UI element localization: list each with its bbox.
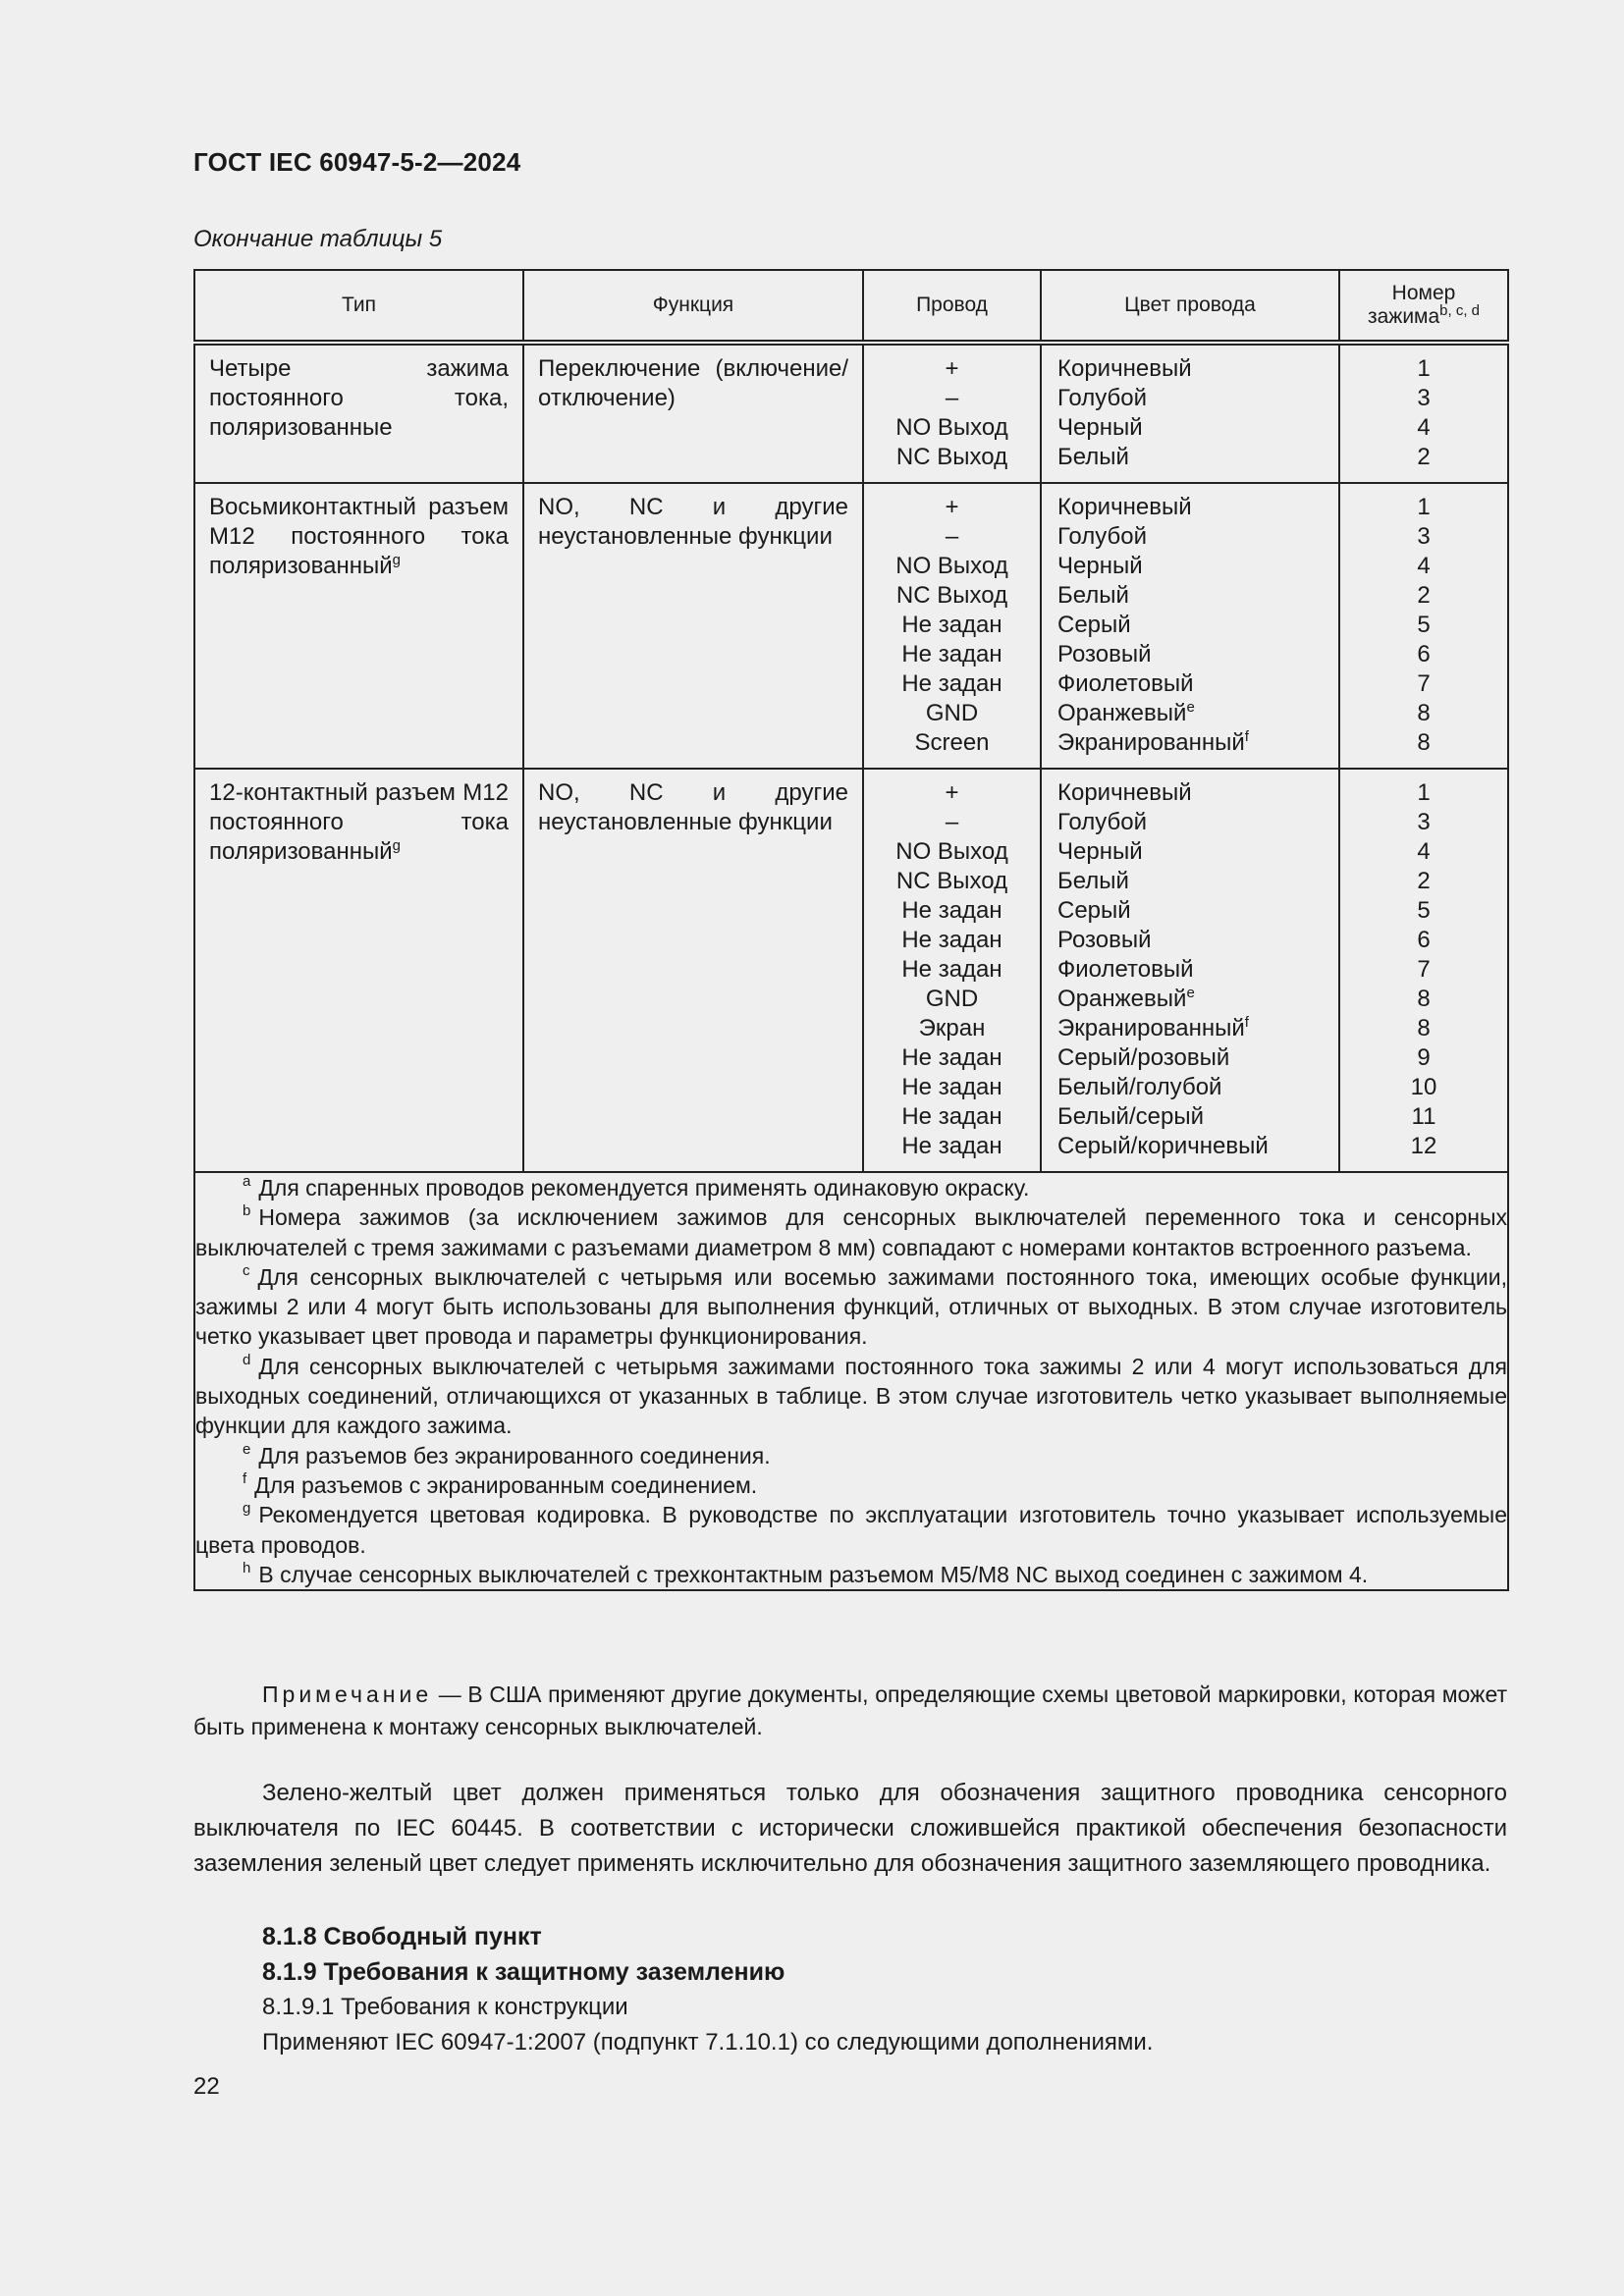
color-footnote-mark: f	[1244, 1014, 1249, 1031]
wire-color	[1057, 384, 1325, 413]
wire-color	[1057, 493, 1325, 522]
wire-value: GND	[925, 986, 979, 1012]
section-8-1-9: 8.1.9 Требования к защитному заземлению	[262, 1958, 785, 1986]
footnote-text: Для спаренных проводов рекомендуется применять одинаковую окраску.	[258, 1175, 1030, 1201]
terminal-number: 1	[1417, 355, 1431, 382]
column-header-color: Цвет провода	[1041, 270, 1339, 343]
table-footnote	[195, 1560, 1507, 1589]
terminal-number: 2	[1417, 444, 1431, 470]
color-cell	[1041, 483, 1339, 769]
footnote-text: В случае сенсорных выключателей с трехконтактным разъемом M5/M8 NC выход соединен с зажимом 4.	[258, 1561, 1369, 1587]
wire-color	[1057, 926, 1325, 955]
wire-color-text: Розовый	[1057, 927, 1152, 953]
table-note	[193, 1679, 1507, 1743]
wire-color	[1057, 413, 1325, 443]
terminal-number: 8	[1417, 729, 1431, 756]
wire-color-text: Оранжевый	[1057, 700, 1187, 726]
color-cell	[1041, 343, 1339, 483]
wire-color	[1057, 728, 1325, 758]
wire-color-text: Серый/коричневый	[1057, 1133, 1269, 1159]
type-cell	[194, 343, 523, 483]
footnote-mark: c	[243, 1261, 250, 1279]
wire-cell	[863, 483, 1041, 769]
wire-value: Не задан	[901, 1074, 1002, 1100]
table-footnote	[195, 1202, 1507, 1262]
footnote-mark: a	[243, 1173, 251, 1190]
wire-color	[1057, 896, 1325, 926]
color-footnote-mark: e	[1186, 985, 1195, 1001]
terminal-number: 9	[1417, 1044, 1431, 1071]
function-text: Переключение (включение/отключение)	[538, 355, 848, 411]
wire-color-text: Коричневый	[1057, 494, 1192, 520]
table-body	[194, 343, 1508, 1172]
footnote-mark: d	[243, 1351, 251, 1368]
body-paragraph: Зелено-желтый цвет должен применяться только для обозначения защитного проводника сенсорного выключателя по IEC 60445. В соответствии с исторически сложившейся практикой обеспечения безопасности заземления зеленый цвет следует применять исключительно для обозначения защитного заземляющего проводника.	[193, 1780, 1507, 1877]
wire-color	[1057, 1132, 1325, 1161]
wire-color-text: Белый/голубой	[1057, 1074, 1222, 1100]
wire-color	[1057, 640, 1325, 669]
footnote-mark: f	[243, 1469, 247, 1487]
wire-color	[1057, 611, 1325, 640]
wire-value: Не задан	[901, 897, 1002, 924]
wire-value: NC Выход	[895, 444, 1008, 470]
footnote-mark: e	[243, 1440, 251, 1458]
color-cell	[1041, 769, 1339, 1172]
terminal-number: 3	[1417, 385, 1431, 411]
footnote-text: Для сенсорных выключателей с четырьмя зажимами постоянного тока зажимы 2 или 4 могут использоваться для выходных соединений, отличающихся от указанных в таблице. В этом случае изготовитель четко указывает выполняемые функции для каждого зажима.	[195, 1353, 1507, 1439]
terminal-number: 8	[1417, 700, 1431, 726]
table-row	[194, 769, 1508, 1172]
wire-color-text: Фиолетовый	[1057, 670, 1194, 697]
wire-color-text: Коричневый	[1057, 779, 1192, 806]
function-text: NO, NC и другие неустановленные функции	[538, 494, 848, 550]
wire-value: NO Выход	[895, 838, 1008, 865]
note-label: Примечание	[262, 1682, 433, 1707]
table-footnote	[195, 1352, 1507, 1441]
table-footnote	[195, 1173, 1507, 1202]
color-footnote-mark: e	[1186, 699, 1195, 716]
footnote-text: Для разъемов без экранированного соединения.	[258, 1442, 771, 1468]
wire-color-text: Черный	[1057, 838, 1143, 865]
wire-value: Не задан	[901, 956, 1002, 983]
terminal-number: 3	[1417, 809, 1431, 835]
column-header-type: Тип	[194, 270, 523, 343]
terminal-number: 11	[1411, 1103, 1436, 1130]
footnotes-row	[194, 1172, 1508, 1590]
wire-color-text: Голубой	[1057, 385, 1147, 411]
terminal-number: 5	[1417, 612, 1431, 638]
wire-cell	[863, 769, 1041, 1172]
wire-value: +	[945, 355, 959, 382]
wire-color-text: Серый	[1057, 897, 1131, 924]
wire-value: –	[945, 385, 959, 411]
table-footnote	[195, 1441, 1507, 1470]
note-text: — В США применяют другие документы, определяющие схемы цветовой маркировки, которая может быть применена к монтажу сенсорных выключателей.	[193, 1682, 1507, 1739]
wire-color	[1057, 581, 1325, 611]
footnote-mark: h	[243, 1559, 251, 1576]
terminal-number-cell	[1339, 769, 1508, 1172]
wire-cell	[863, 343, 1041, 483]
wire-value: NC Выход	[895, 582, 1008, 609]
table-header-row	[194, 270, 1508, 343]
footnote-text: Для разъемов с экранированным соединением.	[254, 1471, 758, 1498]
wire-color	[1057, 955, 1325, 985]
wire-color	[1057, 1014, 1325, 1043]
function-cell	[523, 343, 863, 483]
table-footnote	[195, 1500, 1507, 1560]
wire-color	[1057, 1073, 1325, 1102]
column-header-function: Функция	[523, 270, 863, 343]
wire-value: +	[945, 779, 959, 806]
wire-color	[1057, 837, 1325, 867]
table-row	[194, 343, 1508, 483]
wire-value: Screen	[914, 729, 990, 756]
terminal-number: 4	[1417, 414, 1431, 441]
terminal-number: 4	[1417, 838, 1431, 865]
section-8-1-9-1: 8.1.9.1 Требования к конструкции	[262, 1994, 628, 2020]
wire-value: Не задан	[901, 1044, 1002, 1071]
applied-statement: Применяют IEC 60947-1:2007 (подпункт 7.1.10.1) со следующими дополнениями.	[262, 2029, 1154, 2056]
wire-color-text: Черный	[1057, 414, 1143, 441]
terminal-number: 1	[1417, 494, 1431, 520]
wire-color	[1057, 699, 1325, 728]
wire-color	[1057, 552, 1325, 581]
wire-color	[1057, 1043, 1325, 1073]
terminal-number: 6	[1417, 641, 1431, 667]
terminal-number-cell	[1339, 483, 1508, 769]
wire-color-text: Экранированный	[1057, 1015, 1245, 1041]
wire-value: Не задан	[901, 670, 1002, 697]
wire-value: +	[945, 494, 959, 520]
footnote-text: Для сенсорных выключателей с четырьмя или восемью зажимами постоянного тока, имеющих особые функции, зажимы 2 или 4 могут быть использованы для выполнения функций, отличных от выходных. В этом случае изготовитель четко указывает цвет провода и параметры функционирования.	[195, 1263, 1507, 1350]
wire-color-text: Серый	[1057, 612, 1131, 638]
column-header-number-line2: зажима	[1367, 305, 1440, 328]
column-header-wire: Провод	[863, 270, 1041, 343]
wire-value: Экран	[918, 1015, 986, 1041]
wire-value: Не задан	[901, 927, 1002, 953]
type-text: 12-контактный разъем M12 постоянного тока поляризованный	[209, 779, 509, 865]
wire-color	[1057, 867, 1325, 896]
type-cell	[194, 483, 523, 769]
document-title: ГОСТ IEC 60947-5-2—2024	[193, 147, 521, 177]
terminal-number: 1	[1417, 779, 1431, 806]
column-header-number-line1: Номер	[1391, 282, 1456, 304]
wire-color-table	[193, 269, 1509, 1591]
wire-value: Не задан	[901, 612, 1002, 638]
wire-value: NC Выход	[895, 868, 1008, 894]
wire-color-text: Голубой	[1057, 809, 1147, 835]
wire-color-text: Фиолетовый	[1057, 956, 1194, 983]
terminal-number: 6	[1417, 927, 1431, 953]
wire-color-text: Экранированный	[1057, 729, 1245, 756]
table-footnote	[195, 1470, 1507, 1500]
terminal-number: 2	[1417, 582, 1431, 609]
terminal-number: 3	[1417, 523, 1431, 550]
table-caption: Окончание таблицы 5	[193, 226, 443, 252]
terminal-number: 10	[1410, 1074, 1437, 1100]
wire-color-text: Белый	[1057, 868, 1129, 894]
terminal-number-cell	[1339, 343, 1508, 483]
color-footnote-mark: f	[1244, 728, 1249, 745]
terminal-number: 8	[1417, 1015, 1431, 1041]
type-cell	[194, 769, 523, 1172]
terminal-number: 7	[1417, 956, 1431, 983]
type-footnote-mark: g	[392, 552, 401, 568]
function-cell	[523, 769, 863, 1172]
type-footnote-mark: g	[392, 837, 401, 854]
function-text: NO, NC и другие неустановленные функции	[538, 779, 848, 835]
wire-color-text: Голубой	[1057, 523, 1147, 550]
wire-value: –	[945, 809, 959, 835]
table-row	[194, 483, 1508, 769]
wire-color	[1057, 1102, 1325, 1132]
footnote-text: Номера зажимов (за исключением зажимов для сенсорных выключателей переменного тока и сенсорных выключателей с тремя зажимами с разъемами диаметром 8 мм) совпадают с номерами контактов встроенного разъема.	[195, 1204, 1507, 1260]
wire-color	[1057, 522, 1325, 552]
footnote-mark: g	[243, 1500, 251, 1518]
function-cell	[523, 483, 863, 769]
wire-color	[1057, 778, 1325, 808]
wire-value: Не задан	[901, 1103, 1002, 1130]
type-text: Четыре зажима постоянного тока, поляризованные	[209, 355, 509, 441]
wire-color	[1057, 443, 1325, 472]
terminal-number: 7	[1417, 670, 1431, 697]
terminal-number: 12	[1410, 1133, 1437, 1159]
terminal-number: 2	[1417, 868, 1431, 894]
footnotes-cell	[194, 1172, 1508, 1590]
wire-value: GND	[925, 700, 979, 726]
wire-value: NO Выход	[895, 553, 1008, 579]
column-header-number	[1339, 270, 1508, 343]
terminal-number: 4	[1417, 553, 1431, 579]
footnote-text: Рекомендуется цветовая кодировка. В руководстве по эксплуатации изготовитель точно указывает используемые цвета проводов.	[195, 1502, 1507, 1558]
wire-value: Не задан	[901, 1133, 1002, 1159]
page-number: 22	[193, 2073, 220, 2100]
column-header-number-sup: b, c, d	[1439, 302, 1481, 319]
wire-color-text: Белый	[1057, 444, 1129, 470]
footnote-mark: b	[243, 1202, 251, 1220]
wire-value: Не задан	[901, 641, 1002, 667]
wire-value: NO Выход	[895, 414, 1008, 441]
terminal-number: 5	[1417, 897, 1431, 924]
wire-color	[1057, 985, 1325, 1014]
terminal-number: 8	[1417, 986, 1431, 1012]
wire-color-text: Оранжевый	[1057, 986, 1187, 1012]
wire-color-text: Розовый	[1057, 641, 1152, 667]
wire-color-text: Белый	[1057, 582, 1129, 609]
wire-color-text: Коричневый	[1057, 355, 1192, 382]
wire-color-text: Черный	[1057, 553, 1143, 579]
table-footnote	[195, 1262, 1507, 1352]
wire-value: –	[945, 523, 959, 550]
wire-color-text: Белый/серый	[1057, 1103, 1204, 1130]
wire-color	[1057, 354, 1325, 384]
section-8-1-8: 8.1.8 Свободный пункт	[262, 1923, 542, 1950]
type-text: Восьмиконтактный разъем M12 постоянного тока поляризованный	[209, 494, 509, 579]
wire-color	[1057, 669, 1325, 699]
wire-color-text: Серый/розовый	[1057, 1044, 1230, 1071]
wire-color	[1057, 808, 1325, 837]
